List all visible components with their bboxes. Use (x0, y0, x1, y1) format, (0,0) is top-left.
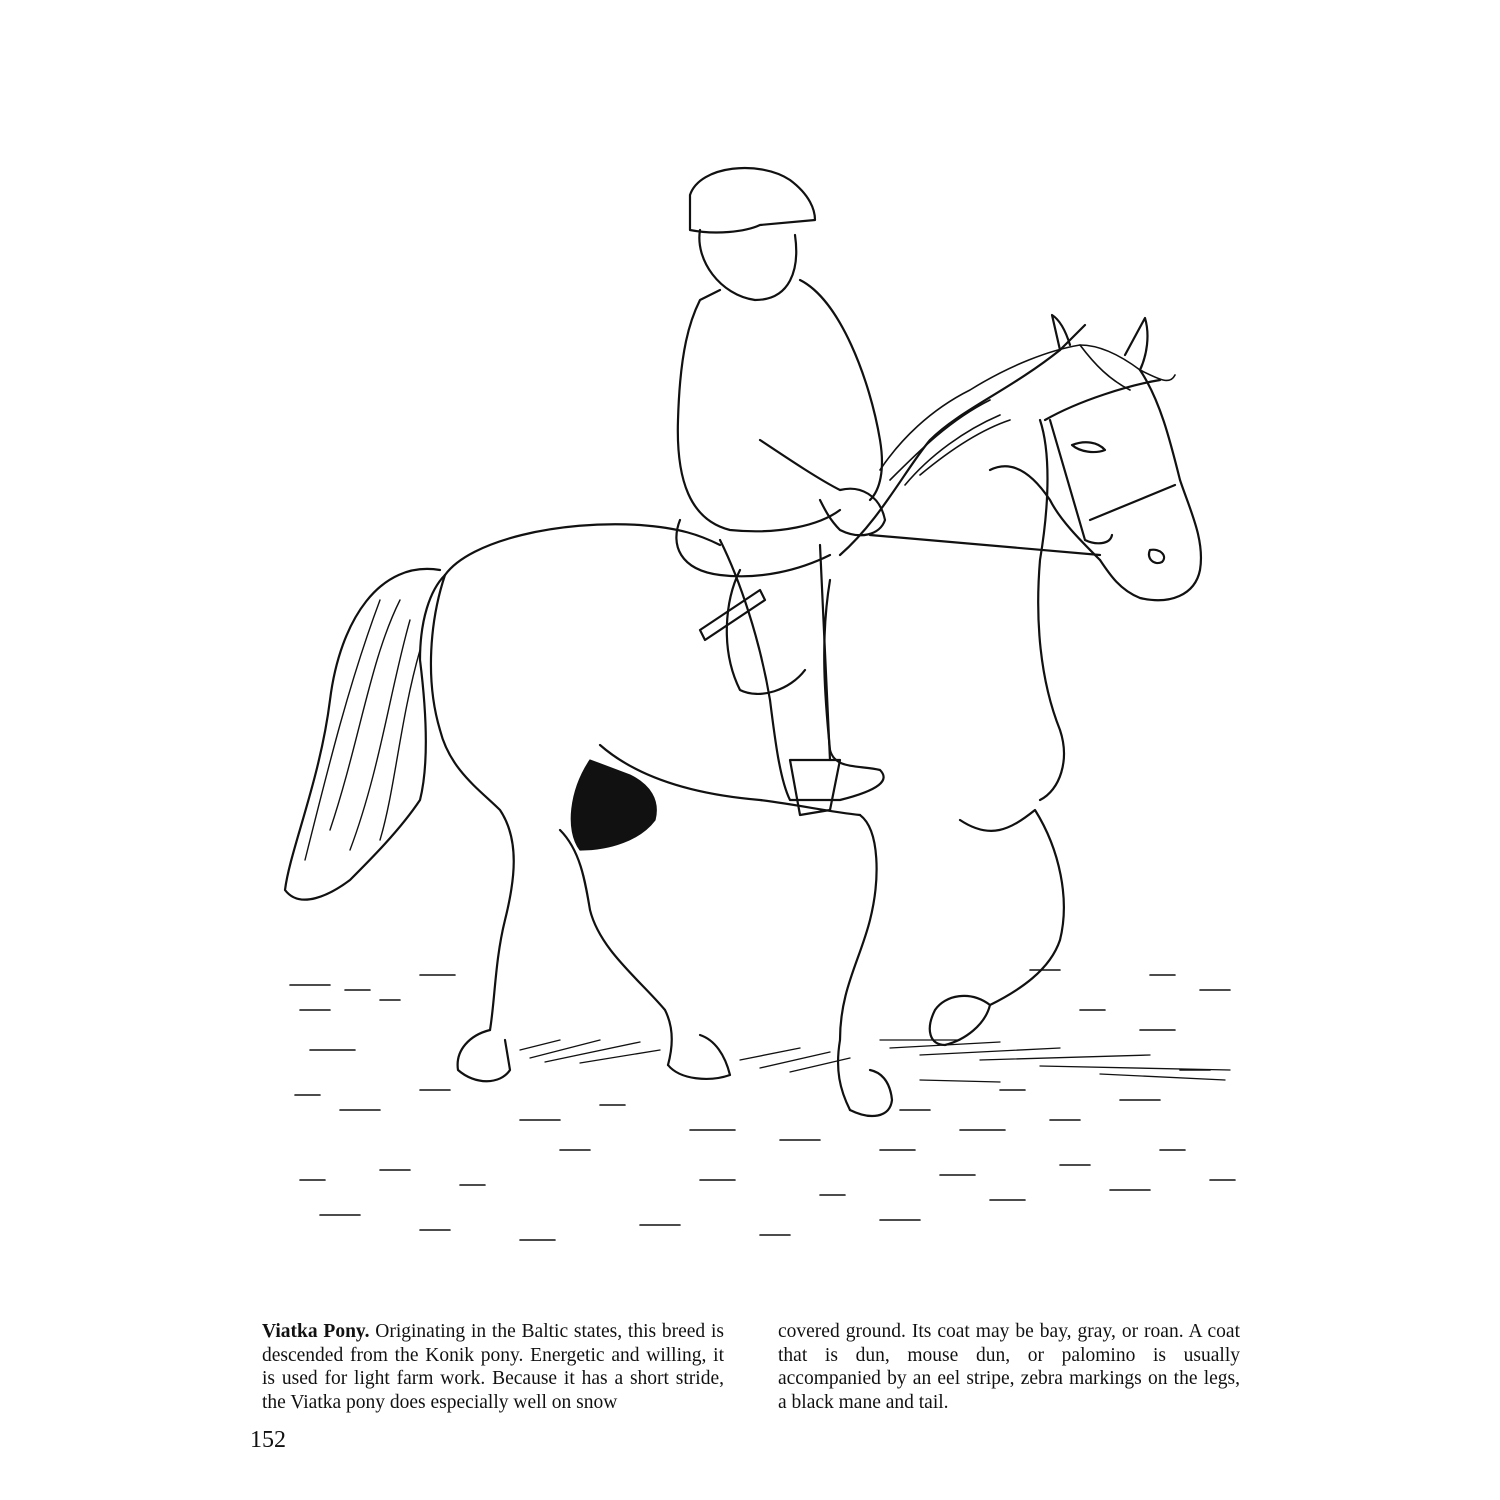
caption-column-1 (262, 1320, 724, 1414)
saddle (676, 520, 830, 694)
caption-column-2 (778, 1320, 1240, 1414)
breed-name: Viatka Pony. (262, 1321, 370, 1342)
shadow-hatching (520, 1040, 1230, 1082)
caption-text-2: covered ground. Its coat may be bay, gray, or roan. A coat that is dun, mouse dun, or palomino is usually accompanied by an eel stripe, zebra markings on the legs, a black mane and tail. (778, 1321, 1240, 1413)
page-number: 152 (250, 1427, 286, 1453)
tail (285, 569, 445, 900)
rider (678, 168, 1100, 815)
caption-text-1: Originating in the Baltic states, this breed is descended from the Konik pony. Energetic and willing, it is used for light farm work. Because it has a short stride, the Viatka pony does especially well on snow (262, 1321, 724, 1413)
horse-outline (431, 315, 1201, 1116)
pony-rider-illustration (270, 150, 1250, 1260)
caption (262, 1320, 1240, 1414)
ground-texture (290, 970, 1235, 1240)
mane (880, 345, 1175, 485)
